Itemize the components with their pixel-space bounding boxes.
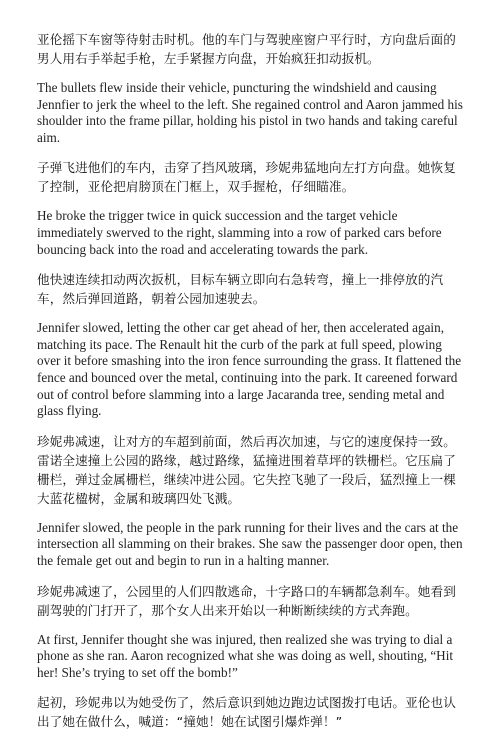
- paragraph-zh-6: 起初，珍妮弗以为她受伤了，然后意识到她边跑边试图拨打电话。亚伦也认出了她在做什么，喊道：“撞她！她在试图引爆炸弹！”: [37, 695, 456, 730]
- paragraph-zh-5: 珍妮弗减速了，公园里的人们四散逃命，十字路口的车辆都急刹车。她看到副驾驶的门打开了，那个女人出来开始以一种断断续续的方式奔跑。: [37, 583, 456, 618]
- paragraph-zh-1: 亚伦摇下车窗等待射击时机。他的车门与驾驶座窗户平行时，方向盘后面的男人用右手举起手枪，左手紧握方向盘，开始疯狂扣动扳机。: [37, 32, 456, 66]
- paragraph-zh-2: 子弹飞进他们的车内，击穿了挡风玻璃，珍妮弗猛地向左打方向盘。她恢复了控制，亚伦把肩膀顶在门框上，双手握枪，仔细瞄准。: [37, 160, 456, 195]
- paragraph-zh-4: 珍妮弗减速，让对方的车超到前面，然后再次加速，与它的速度保持一致。雷诺全速撞上公园的路缘，越过路缘，猛撞进围着草坪的铁栅栏。它压扁了栅栏，弹过金属栅栏，继续冲进公园。它失控飞驰了一段后，猛烈撞上一棵大蓝花楹树，金属和玻璃四处飞溅。: [37, 433, 456, 506]
- paragraph-en-4: Jennifer slowed, the people in the park running for their lives and the cars at the intersection all slamming on their brakes. She saw the passenger door open, then the female get out and begin to run in a halting manner.: [37, 519, 463, 568]
- paragraph-en-1: The bullets flew inside their vehicle, puncturing the windshield and causing Jennfier to jerk the wheel to the left. She regained control and Aaron jammed his shoulder into the frame pillar, holding his pistol in two hands and taking careful aim.: [37, 80, 463, 145]
- paragraph-zh-3: 他快速连续扣动两次扳机，目标车辆立即向右急转弯，撞上一排停放的汽车，然后弹回道路，朝着公园加速驶去。: [37, 272, 444, 307]
- paragraph-en-2: He broke the trigger twice in quick succession and the target vehicle immediately swerved to the right, slamming into a row of parked cars before bouncing back into the road and accelerating towards the park.: [37, 208, 442, 257]
- paragraph-en-3: Jennifer slowed, letting the other car get ahead of her, then accelerated again, matching its pace. The Renault hit the curb of the park at full speed, plowing over it before smashing into the iron fence surrounding the grass. It flattened the fence and bounced over the metal, continuing into the park. It careened forward out of control before slamming into a large Jacaranda tree, sending metal and glass flying.: [37, 320, 462, 419]
- paragraph-en-5: At first, Jennifer thought she was injured, then realized she was trying to dial a phone as she ran. Aaron recognized what she was doing as well, shouting, “Hit her! She’s trying to set off the bomb!”: [37, 631, 454, 680]
